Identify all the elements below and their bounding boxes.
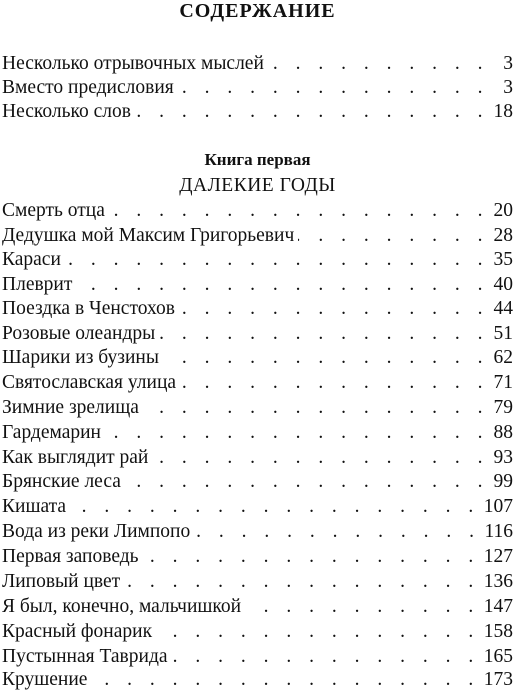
book-subtitle: ДАЛЕКИЕ ГОДЫ (179, 175, 336, 196)
toc-entry (2, 446, 513, 470)
dot-leader (135, 100, 489, 124)
toc-entry (2, 297, 513, 321)
dot-leader (70, 495, 480, 519)
toc-entry (2, 371, 513, 395)
dot-leader (172, 645, 480, 669)
toc-entry (2, 520, 513, 544)
dot-leader (298, 224, 489, 248)
toc-entry (2, 322, 513, 346)
dot-leader (91, 668, 479, 692)
toc-entry-page: 116 (484, 521, 513, 542)
toc-entry-page: 20 (493, 200, 513, 221)
toc-entry-label: Зимние зрелища (2, 397, 139, 418)
dot-leader (180, 371, 489, 395)
toc-entry-page: 136 (483, 571, 513, 592)
dot-leader (178, 76, 489, 100)
dot-leader (76, 273, 489, 297)
toc-entry-label: Я был, конечно, мальчишкой (2, 596, 242, 617)
toc-entry-label: Поездка в Ченстохов (2, 298, 175, 319)
toc-entry-label: Дедушка мой Максим Григорьевич (2, 225, 295, 246)
toc-entry-page: 147 (483, 596, 513, 617)
dot-leader (65, 248, 489, 272)
toc-entry-label: Крушение (2, 669, 88, 690)
toc-entry-label: Как выглядит рай (2, 447, 149, 468)
toc-entry (2, 421, 513, 445)
toc-entry-page: 107 (483, 496, 513, 517)
toc-entry-label: Красный фонарик (2, 621, 153, 642)
toc-entry (2, 224, 513, 248)
dot-leader (159, 322, 489, 346)
dot-leader (179, 297, 489, 321)
toc-entry-label: Кишата (2, 496, 67, 517)
toc-entry-page: 79 (493, 397, 513, 418)
toc-entry-page: 28 (493, 225, 513, 246)
toc-entry (2, 470, 513, 494)
toc-entry (2, 76, 513, 100)
toc-entry-label: Смерть отца (2, 200, 105, 221)
toc-entry-page: 3 (503, 77, 513, 98)
toc-entry-page: 88 (493, 422, 513, 443)
toc-entry-label: Брянские леса (2, 471, 121, 492)
toc-entry-page: 40 (493, 274, 513, 295)
toc-entry (2, 645, 513, 669)
toc-entry-page: 44 (493, 298, 513, 319)
toc-entry-page: 71 (493, 372, 513, 393)
toc-entry-label: Несколько слов (2, 101, 131, 122)
toc-entry-page: 18 (493, 101, 513, 122)
toc-entry-page: 165 (483, 646, 513, 667)
dot-leader (143, 396, 489, 420)
toc-entry-label: Гардемарин (2, 422, 101, 443)
toc-entry-page: 99 (493, 471, 513, 492)
toc-entry-page: 173 (483, 669, 513, 690)
toc-entry (2, 495, 513, 519)
dot-leader (109, 199, 489, 223)
dot-leader (194, 520, 480, 544)
toc-entry-label: Святославская улица (2, 372, 177, 393)
book-heading: Книга первая (204, 150, 311, 169)
toc-entry (2, 346, 513, 370)
toc-entry-label: Пустынная Таврида (2, 646, 168, 667)
dot-leader (105, 421, 489, 445)
dot-leader (125, 470, 489, 494)
toc-entry (2, 396, 513, 420)
toc-entry (2, 570, 513, 594)
toc-entry (2, 620, 513, 644)
toc-entry-label: Несколько отрывочных мыслей (2, 53, 264, 74)
toc-entry-label: Вместо предисловия (2, 77, 174, 98)
dot-leader (124, 570, 480, 594)
dot-leader (268, 52, 489, 76)
toc-entry-page: 93 (493, 447, 513, 468)
toc-entry-label: Шарики из бузины (2, 347, 159, 368)
toc-entry (2, 545, 513, 569)
dot-leader (152, 446, 489, 470)
toc-entry-page: 127 (483, 546, 513, 567)
dot-leader (245, 595, 480, 619)
toc-entry-page: 62 (493, 347, 513, 368)
toc-entry-label: Вода из реки Лимпопо (2, 521, 191, 542)
toc-entry-page: 3 (503, 53, 513, 74)
toc-entry (2, 52, 513, 76)
toc-entry (2, 199, 513, 223)
dot-leader (163, 346, 489, 370)
toc-entry-label: Первая заповедь (2, 546, 139, 567)
toc-entry-label: Караси (2, 249, 61, 270)
toc-entry (2, 595, 513, 619)
toc-entry-page: 158 (483, 621, 513, 642)
dot-leader (143, 545, 480, 569)
toc-entry (2, 273, 513, 297)
toc-entry (2, 668, 513, 692)
toc-entry-label: Розовые олеандры (2, 323, 156, 344)
toc-entry-label: Липовый цвет (2, 571, 121, 592)
toc-entry-page: 51 (493, 323, 513, 344)
toc-entry (2, 100, 513, 124)
page-title: СОДЕРЖАНИЕ (179, 0, 336, 22)
toc-entry-page: 35 (493, 249, 513, 270)
toc-entry (2, 248, 513, 272)
dot-leader (156, 620, 480, 644)
toc-entry-label: Плеврит (2, 274, 73, 295)
